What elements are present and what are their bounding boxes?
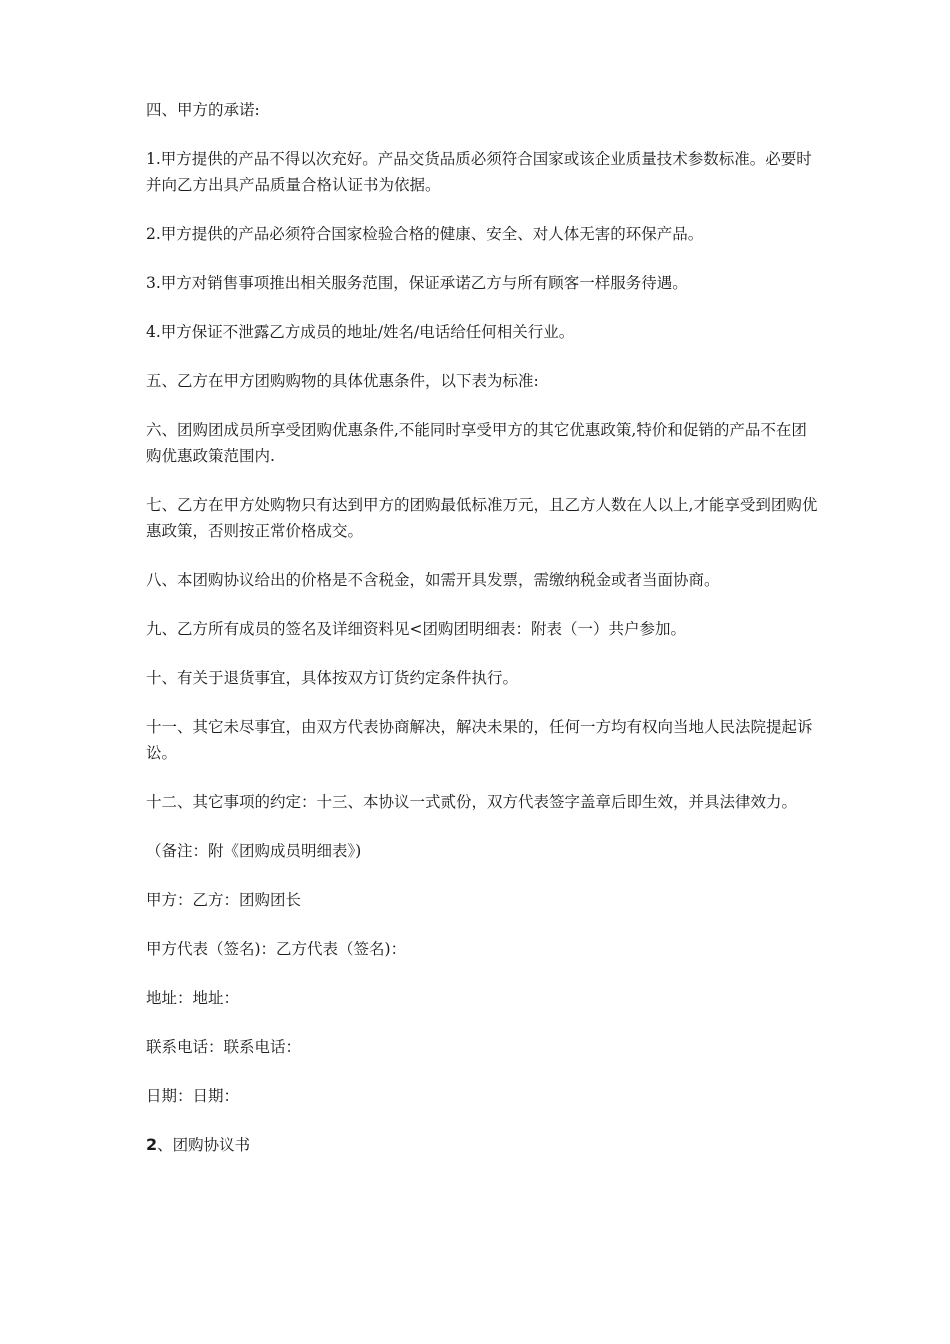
section-heading-number: 2 <box>146 1135 158 1154</box>
section-nine: 九、乙方所有成员的签名及详细资料见<团购团明细表：附表（一）共户参加。 <box>146 620 686 638</box>
section-eleven: 十一、其它未尽事宜，由双方代表协商解决，解决未果的，任何一方均有权向当地人民法院提起诉讼。 <box>146 718 813 762</box>
phone-line: 联系电话：联系电话： <box>146 1038 302 1056</box>
section-heading <box>146 1132 818 1158</box>
section-seven: 七、乙方在甲方处购物只有达到甲方的团购最低标准万元，且乙方人数在人以上,才能享受到团购优惠政策，否则按正常价格成交。 <box>146 496 818 540</box>
date-line: 日期：日期： <box>146 1087 240 1105</box>
clause-4-2: 2.甲方提供的产品必须符合国家检验合格的健康、安全、对人体无害的环保产品。 <box>146 225 704 243</box>
section-five: 五、乙方在甲方团购购物的具体优惠条件，以下表为标准: <box>146 372 539 390</box>
document-page <box>146 97 818 1158</box>
section-heading-separator: 、 <box>157 1136 173 1154</box>
section-eight: 八、本团购协议给出的价格是不含税金，如需开具发票，需缴纳税金或者当面协商。 <box>146 571 720 589</box>
section-ten: 十、有关于退货事宜，具体按双方订货约定条件执行。 <box>146 669 519 687</box>
clause-4-1: 1.甲方提供的产品不得以次充好。产品交货品质必须符合国家或该企业质量技术参数标准。必要时并向乙方出具产品质量合格认证书为依据。 <box>146 150 812 194</box>
section-heading-title: 团购协议书 <box>172 1136 251 1154</box>
section-twelve: 十二、其它事项的约定：十三、本协议一式贰份，双方代表签字盖章后即生效，并具法律效力。 <box>146 793 798 811</box>
parties-line: 甲方：乙方：团购团长 <box>146 891 302 909</box>
section-six: 六、团购团成员所享受团购优惠条件,不能同时享受甲方的其它优惠政策,特价和促销的产品不在团购优惠政策范围内. <box>146 421 807 465</box>
representatives-line: 甲方代表（签名)：乙方代表（签名)： <box>146 940 407 958</box>
clause-4-4: 4.甲方保证不泄露乙方成员的地址/姓名/电话给任何相关行业。 <box>146 323 575 341</box>
clause-4-3: 3.甲方对销售事项推出相关服务范围，保证承诺乙方与所有顾客一样服务待遇。 <box>146 274 688 292</box>
section-four-heading: 四、甲方的承诺: <box>146 101 260 119</box>
address-line: 地址：地址： <box>146 989 240 1007</box>
remark-note: （备注：附《团购成员明细表》) <box>146 842 362 860</box>
